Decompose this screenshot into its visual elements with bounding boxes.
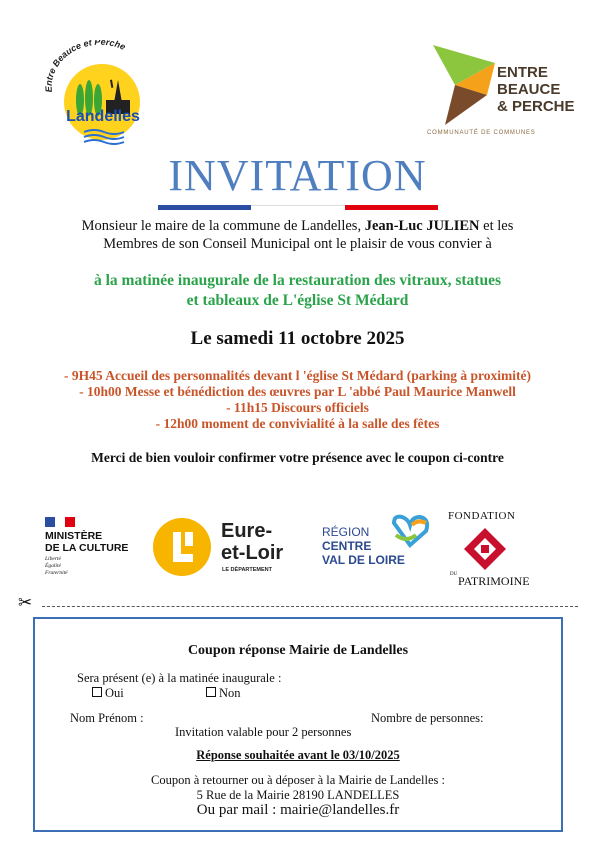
- region-line3: VAL DE LOIRE: [322, 553, 405, 567]
- fondation-line3: PATRIMOINE: [458, 574, 530, 588]
- program-item: - 9H45 Accueil des personnalités devant l 'église St Médard (parking à proximité): [64, 368, 531, 383]
- ministere-line2: DE LA CULTURE: [45, 542, 129, 554]
- landelles-logo: [40, 40, 160, 150]
- ebp-line3: & PERCHE: [497, 98, 575, 115]
- event-line2: et tableaux de L'église St Médard: [186, 292, 409, 309]
- eure-et-loir-logo: [153, 516, 303, 581]
- count-label: Nombre de personnes:: [371, 711, 484, 725]
- return-line2: 5 Rue de la Mairie 28190 LANDELLES: [196, 788, 400, 802]
- motto-3: Fraternité: [45, 570, 68, 576]
- option-no[interactable]: [206, 686, 241, 701]
- motto-2: Égalité: [45, 563, 61, 569]
- intro-line2: Membres de son Conseil Municipal ont le plaisir de vous convier à: [103, 236, 492, 252]
- event-line1: à la matinée inaugurale de la restauration des vitraux, statues: [93, 272, 501, 289]
- ministere-logo: [45, 517, 145, 587]
- event-date: Le samedi 11 octobre 2025: [190, 328, 405, 349]
- ebp-logo-graphic: [425, 45, 495, 125]
- fondation-line2: DU: [450, 572, 458, 577]
- validity-text: Invitation valable pour 2 personnes: [175, 725, 352, 739]
- coupon-title: Coupon réponse Mairie de Landelles: [187, 643, 409, 658]
- eure-line2: et-Loir: [221, 542, 284, 564]
- program-list: [0, 368, 595, 432]
- ebp-line2: BEAUCE: [497, 81, 561, 98]
- intro-part1: Monsieur le maire de la commune de Landelles,: [81, 218, 365, 234]
- tricolor-bar: [158, 205, 438, 210]
- region-line1: RÉGION: [322, 525, 370, 539]
- coupon-box: [33, 617, 563, 832]
- return-line1: Coupon à retourner ou à déposer à la Mairie de Landelles :: [151, 773, 445, 787]
- fondation-line1: FONDATION: [448, 510, 516, 522]
- ebp-sub: COMMUNAUTÉ DE COMMUNES: [427, 130, 536, 136]
- ebp-line1: ENTRE: [497, 64, 548, 81]
- name-label: Nom Prénom :: [70, 711, 144, 725]
- checkbox-yes[interactable]: [92, 687, 102, 697]
- checkbox-no[interactable]: [206, 687, 216, 697]
- option-yes[interactable]: [92, 686, 124, 701]
- marianne-flag-icon: [45, 517, 75, 527]
- ebp-logo: [425, 45, 575, 145]
- intro-part2: et les: [479, 218, 514, 234]
- page-title: INVITATION: [168, 151, 427, 200]
- cut-line: [18, 593, 578, 612]
- program-item: - 10h00 Messe et bénédiction des œuvres par L 'abbé Paul Maurice Manwell: [79, 384, 516, 399]
- confirm-text: Merci de bien vouloir confirmer votre présence avec le coupon ci-contre: [91, 450, 504, 465]
- fondation-patrimoine-logo: [448, 510, 538, 590]
- region-line2: CENTRE: [322, 539, 372, 553]
- option-no-label: Non: [219, 686, 241, 700]
- fondation-emblem-icon: [462, 526, 508, 572]
- intro-text: [20, 217, 575, 253]
- scissors-icon: ✂: [18, 593, 33, 612]
- eure-et-loir-emblem-icon: [153, 518, 211, 576]
- motto-1: Liberté: [45, 556, 61, 562]
- eure-line1: Eure-: [221, 520, 273, 542]
- deadline-text: Réponse souhaitée avant le 03/10/2025: [196, 748, 400, 762]
- program-item: - 11h15 Discours officiels: [226, 400, 369, 415]
- email-line: Ou par mail : mairie@landelles.fr: [196, 802, 400, 818]
- event-description: [20, 271, 575, 311]
- landelles-name: Landelles: [66, 108, 140, 125]
- program-item: - 12h00 moment de convivialité à la salle des fêtes: [155, 416, 440, 431]
- ministere-line1: MINISTÈRE: [45, 530, 103, 542]
- region-heart-icon: [386, 513, 436, 553]
- mayor-name: Jean-Luc JULIEN: [364, 218, 480, 234]
- landelles-arc-text: Entre Beauce et Perche: [43, 40, 128, 93]
- presence-label: Sera présent (e) à la matinée inaugurale :: [77, 671, 282, 685]
- eure-sub: LE DÉPARTEMENT: [222, 567, 273, 573]
- region-centre-logo: [320, 513, 440, 578]
- option-yes-label: Oui: [105, 686, 124, 700]
- landelles-logo-graphic: [40, 40, 160, 150]
